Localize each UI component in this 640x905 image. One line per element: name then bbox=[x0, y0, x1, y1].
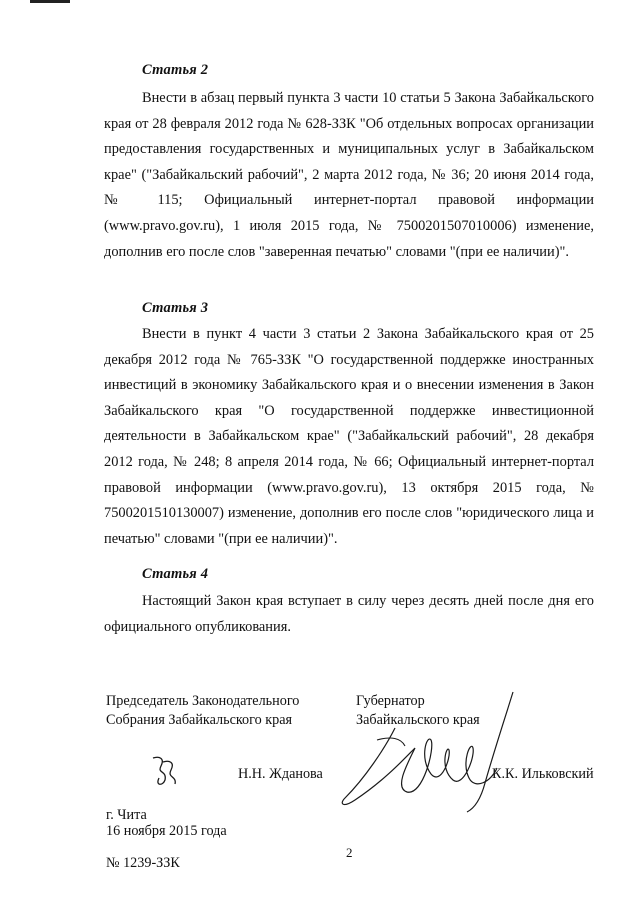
article-4-heading: Статья 4 bbox=[142, 566, 209, 582]
governor-name: К.К. Ильковский bbox=[492, 766, 594, 782]
chairman-title-line2: Собрания Забайкальского края bbox=[106, 712, 293, 728]
top-edge-mark bbox=[30, 0, 70, 3]
article-2-text: Внести в абзац первый пункта 3 части 10 статьи 5 Закона Забайкальского края от 28 февраля 2012 года № 628-ЗЗК "Об отдельных вопросах организации предоставления государственных и муниципальных услуг в Забайкальском крае" ("Забайкальский рабочий", 2 марта 2012 года, № 36; 20 июня 2014 года, № 115; Официальный интернет-портал правовой информации (www.pravo.gov.ru), 1 июля 2015 года, № 7500201507010006) изменение, дополнив его после слов "заверенная печатью" словами "(при ее наличии)". bbox=[104, 90, 594, 260]
law-number: № 1239-ЗЗК bbox=[106, 855, 180, 871]
article-4-text: Настоящий Закон края вступает в силу через десять дней после дня его официального опубликования. bbox=[104, 593, 594, 635]
article-3-heading: Статья 3 bbox=[142, 300, 209, 316]
governor-signature-icon bbox=[335, 688, 525, 818]
page-number: 2 bbox=[346, 845, 353, 860]
date: 16 ноября 2015 года bbox=[106, 823, 227, 839]
article-2-heading: Статья 2 bbox=[142, 62, 209, 78]
chairman-name: Н.Н. Жданова bbox=[238, 766, 323, 782]
chairman-signature-icon bbox=[145, 752, 185, 792]
governor-title-line1: Губернатор bbox=[356, 693, 425, 709]
governor-title-line2: Забайкальского края bbox=[356, 712, 480, 728]
chairman-title-line1: Председатель Законодательного bbox=[106, 693, 300, 709]
city: г. Чита bbox=[106, 807, 147, 823]
article-3-text: Внести в пункт 4 части 3 статьи 2 Закона Забайкальского края от 25 декабря 2012 года № 765-ЗЗК "О государственной поддержке иностранных инвестиций в экономику Забайкальского края и о внесении изменения в Закон Забайкальского края "О государственной поддержке инвестиционной деятельности в Забайкальском крае" ("Забайкальский рабочий", 28 декабря 2012 года, № 248; 8 апреля 2014 года, № 66; Официальный интернет-портал правовой информации (www.pravo.gov.ru), 13 октября 2015 года, № 7500201510130007) изменение, дополнив его после слов "юридического лица и печатью" словами "(при ее наличии)". bbox=[104, 326, 594, 547]
